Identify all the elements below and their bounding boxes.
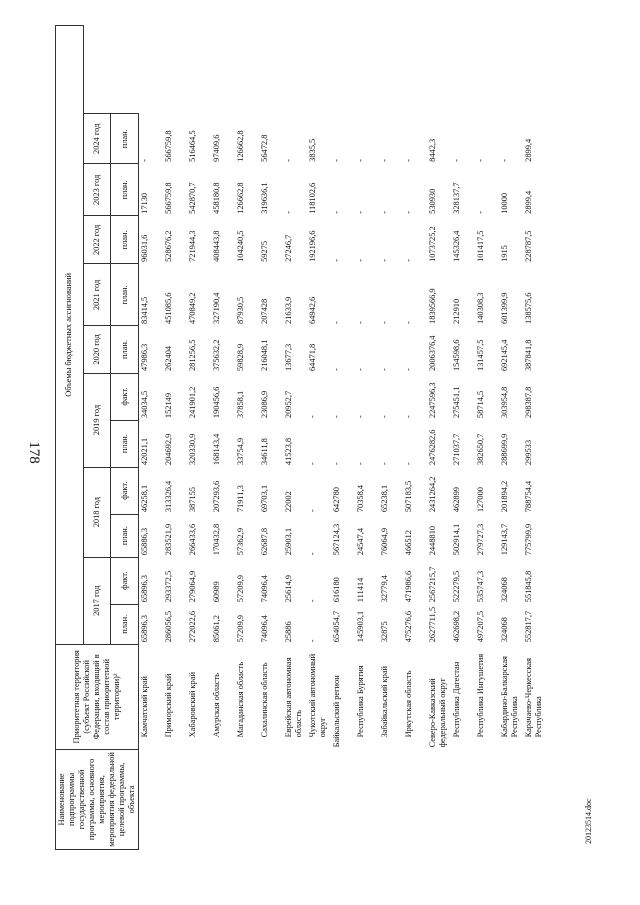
- program-name-cell: [235, 749, 259, 849]
- value-cell: 129143,7: [499, 523, 509, 556]
- value-cell: 281256,5: [187, 339, 197, 372]
- program-name-cell: [523, 749, 547, 849]
- program-name-cell: [331, 749, 355, 849]
- header-budget-volumes: Объемы бюджетных ассигнований: [56, 26, 84, 645]
- header-year-2018: 2018 год: [83, 467, 111, 557]
- value-cell: 104240,5: [235, 230, 245, 262]
- value-cell: 298387,8: [523, 386, 533, 419]
- value-cell: 59275: [259, 240, 269, 262]
- table-row: [259, 26, 283, 850]
- value-cell: 118102,6: [307, 182, 317, 214]
- value-cell: 2476282,6: [427, 429, 437, 466]
- value-cell: -: [331, 211, 341, 214]
- value-cell: 83414,5: [140, 296, 149, 324]
- value-cell: 2899,4: [523, 138, 533, 162]
- value-cell: -: [355, 321, 365, 324]
- program-name-cell: [211, 749, 235, 849]
- program-name-cell: [259, 749, 283, 849]
- value-cell: 327190,4: [211, 292, 221, 324]
- program-name-cell: [451, 749, 475, 849]
- value-cell: 497207,5: [475, 610, 485, 643]
- table-row: [139, 26, 163, 850]
- table-row: [187, 26, 211, 850]
- value-cell: 71911,3: [235, 485, 245, 513]
- value-cell: -: [307, 552, 317, 556]
- value-cell: 21633,9: [283, 296, 293, 324]
- value-cell: 20952,7: [283, 390, 293, 419]
- value-cell: 2567215,7: [427, 566, 437, 603]
- value-cell: 319636,1: [259, 182, 269, 214]
- value-cell: 535747,3: [475, 570, 485, 603]
- value-cell: -: [307, 639, 317, 643]
- value-cell: -: [379, 159, 389, 162]
- value-cell: -: [355, 462, 365, 466]
- value-cell: 64942,6: [307, 296, 317, 324]
- value-cell: -: [403, 462, 413, 466]
- value-cell: -: [355, 211, 365, 214]
- value-cell: 303954,8: [499, 386, 509, 419]
- value-cell: 387155: [187, 487, 197, 513]
- value-cell: 293372,5: [163, 570, 173, 603]
- value-cell: 271037,7: [451, 433, 461, 466]
- value-cell: 64471,8: [307, 343, 317, 372]
- value-cell: 552817,7: [523, 610, 533, 643]
- value-cell: -: [475, 211, 485, 214]
- value-cell: 138575,6: [523, 292, 533, 324]
- table-row: [475, 26, 499, 850]
- value-cell: 127000: [475, 487, 485, 513]
- program-name-cell: [499, 749, 523, 849]
- value-cell: 313326,4: [163, 480, 173, 513]
- header-year-2022: 2022 год: [83, 216, 111, 264]
- value-cell: 57362,9: [235, 527, 245, 556]
- value-cell: 212910: [451, 298, 461, 324]
- territory-name: Карачаево-Черкесская Республика: [523, 658, 543, 738]
- value-cell: 566759,8: [163, 130, 173, 162]
- value-cell: 190456,6: [211, 386, 221, 419]
- territory-name: Приморский край: [163, 673, 173, 738]
- value-cell: -: [307, 509, 317, 513]
- header-year-2017: 2017 год: [83, 557, 111, 644]
- page-number: 178: [25, 441, 42, 464]
- value-cell: -: [331, 462, 341, 466]
- territory-name: Сахалинская область: [259, 662, 269, 738]
- value-cell: 542870,7: [187, 182, 197, 214]
- value-cell: 58714,5: [475, 390, 485, 419]
- program-name-cell: [187, 749, 211, 849]
- value-cell: 207293,6: [211, 480, 221, 513]
- value-cell: 567124,3: [331, 523, 341, 556]
- value-cell: 59828,9: [235, 343, 245, 372]
- value-cell: 57209,9: [235, 575, 245, 603]
- value-cell: -: [403, 159, 413, 162]
- value-cell: 616180: [331, 577, 341, 603]
- header-plan: план.: [111, 264, 139, 326]
- value-cell: 566759,8: [163, 182, 173, 214]
- value-cell: -: [499, 159, 509, 162]
- value-cell: 74096,4: [259, 615, 269, 643]
- value-cell: 272022,6: [187, 610, 197, 643]
- value-cell: 462698,2: [451, 610, 461, 643]
- value-cell: 387841,8: [523, 339, 533, 372]
- territory-name: Хабаровский край: [187, 672, 197, 738]
- value-cell: 57209,9: [235, 615, 245, 643]
- value-cell: 32875: [379, 621, 389, 643]
- value-cell: 2627711,5: [427, 606, 437, 643]
- value-cell: 47986,3: [140, 343, 149, 372]
- header-year-2021: 2021 год: [83, 264, 111, 326]
- value-cell: -: [355, 159, 365, 162]
- value-cell: -: [379, 368, 389, 372]
- value-cell: 204692,9: [163, 433, 173, 466]
- value-cell: 10000: [499, 192, 509, 214]
- value-cell: 324068: [499, 577, 509, 603]
- table-row: [427, 26, 451, 850]
- value-cell: 56472,8: [259, 134, 269, 162]
- value-cell: -: [283, 211, 293, 214]
- table-header: [56, 26, 139, 850]
- value-cell: 32779,4: [379, 575, 389, 603]
- territory-name: Амурская область: [211, 673, 221, 738]
- value-cell: 692145,4: [499, 339, 509, 372]
- value-cell: 76064,9: [379, 527, 389, 556]
- value-cell: -: [307, 415, 317, 419]
- program-name-cell: [307, 749, 331, 849]
- value-cell: 279727,3: [475, 523, 485, 556]
- value-cell: 288699,9: [499, 433, 509, 466]
- value-cell: 530930: [427, 188, 437, 214]
- value-cell: 275451,1: [451, 386, 461, 419]
- value-cell: 87930,5: [235, 296, 245, 324]
- value-cell: 65896,3: [140, 575, 149, 603]
- value-cell: 201894,2: [499, 480, 509, 513]
- value-cell: 168143,4: [211, 433, 221, 466]
- value-cell: 41523,8: [283, 437, 293, 466]
- value-cell: 140308,3: [475, 292, 485, 324]
- value-cell: 34611,8: [259, 438, 269, 466]
- value-cell: 2899,4: [523, 190, 533, 214]
- territory-name: Кабардино-Балкарская Республика: [499, 656, 519, 738]
- budget-table: [55, 25, 547, 850]
- value-cell: -: [331, 159, 341, 162]
- value-cell: 3835,5: [307, 138, 317, 162]
- value-cell: 375632,2: [211, 339, 221, 372]
- table-row: [499, 26, 523, 850]
- value-cell: -: [331, 368, 341, 372]
- value-cell: 241901,2: [187, 386, 197, 419]
- territory-name: Республика Ингушетия: [475, 653, 485, 738]
- value-cell: 462899: [451, 487, 461, 513]
- territory-name: Северо-Кавказский федеральный округ: [427, 677, 447, 748]
- value-cell: -: [379, 415, 389, 419]
- rotated-table-container: [55, 25, 595, 850]
- value-cell: 65238,1: [379, 484, 389, 513]
- value-cell: 145903,1: [355, 610, 365, 643]
- value-cell: 62687,8: [259, 527, 269, 556]
- program-name-cell: [283, 749, 307, 849]
- program-name-cell: [475, 749, 499, 849]
- territory-name: Магаданская область: [235, 661, 245, 738]
- value-cell: 283521,9: [163, 523, 173, 556]
- header-plan: план.: [111, 420, 139, 467]
- value-cell: 601399,9: [499, 292, 509, 324]
- value-cell: -: [140, 159, 149, 162]
- value-cell: 654054,7: [331, 610, 341, 643]
- header-plan: план.: [111, 164, 139, 216]
- value-cell: 2247596,3: [427, 382, 437, 419]
- table-row: [379, 26, 403, 850]
- value-cell: 516464,5: [187, 130, 197, 162]
- header-program-name: Наименование подпрограммы государственной программы, основного мероприятия, мероприятия федеральной целевой программы, объекта: [56, 749, 139, 849]
- table-row: [331, 26, 355, 850]
- value-cell: -: [307, 462, 317, 466]
- value-cell: 1839566,9: [427, 288, 437, 324]
- value-cell: 131457,5: [475, 339, 485, 372]
- value-cell: -: [403, 368, 413, 372]
- value-cell: -: [403, 415, 413, 419]
- territory-name: Чукотский автономный округ: [307, 653, 327, 738]
- value-cell: 23086,9: [259, 390, 269, 419]
- value-cell: 788754,4: [523, 480, 533, 513]
- program-name-cell: [379, 749, 403, 849]
- header-plan: план.: [111, 216, 139, 264]
- value-cell: 37858,1: [235, 390, 245, 419]
- value-cell: 25614,9: [283, 575, 293, 603]
- value-cell: 2448810: [427, 525, 437, 556]
- value-cell: 126662,8: [235, 182, 245, 214]
- program-name-cell: [139, 749, 163, 849]
- table-row: [403, 26, 427, 850]
- value-cell: 216048,1: [259, 339, 269, 372]
- value-cell: -: [283, 159, 293, 162]
- value-cell: 2431264,2: [427, 476, 437, 513]
- value-cell: 642780: [331, 487, 341, 513]
- value-cell: 466512: [403, 530, 413, 556]
- value-cell: 528676,2: [163, 230, 173, 262]
- value-cell: -: [403, 211, 413, 214]
- territory-name: Иркутская область: [403, 670, 413, 738]
- table-row: [523, 26, 547, 850]
- territory-name: Республика Бурятия: [355, 665, 365, 738]
- value-cell: 96031,6: [140, 234, 149, 262]
- value-cell: -: [379, 211, 389, 214]
- value-cell: 13677,3: [283, 343, 293, 372]
- value-cell: 85061,2: [211, 615, 221, 643]
- value-cell: 152149: [163, 392, 173, 419]
- value-cell: 328137,7: [451, 182, 461, 214]
- value-cell: 24547,4: [355, 527, 365, 556]
- value-cell: 2006376,4: [427, 335, 437, 372]
- value-cell: 382650,7: [475, 433, 485, 466]
- value-cell: 551845,8: [523, 570, 533, 603]
- value-cell: 299533: [523, 439, 533, 466]
- value-cell: -: [403, 321, 413, 324]
- value-cell: 60989: [211, 581, 221, 603]
- value-cell: -: [379, 321, 389, 324]
- value-cell: 207428: [259, 298, 269, 324]
- value-cell: 1915: [499, 245, 509, 262]
- territory-name: Камчатский край: [140, 676, 149, 738]
- value-cell: 475276,6: [403, 610, 413, 643]
- value-cell: 111414: [355, 577, 365, 603]
- header-plan: план.: [111, 604, 139, 644]
- table-row: [355, 26, 379, 850]
- header-plan: план.: [111, 114, 139, 164]
- value-cell: 17130: [140, 192, 149, 214]
- value-cell: 451085,6: [163, 292, 173, 324]
- value-cell: 33754,9: [235, 437, 245, 466]
- table-row: [283, 26, 307, 850]
- territory-name: Еврейская автономная область: [283, 657, 303, 738]
- value-cell: -: [379, 462, 389, 466]
- value-cell: 154598,6: [451, 339, 461, 372]
- value-cell: 279064,9: [187, 570, 197, 603]
- value-cell: -: [355, 259, 365, 262]
- value-cell: 228787,5: [523, 230, 533, 262]
- header-fact: факт.: [111, 373, 139, 420]
- header-territory: Приоритетная территория (субъект Российской Федерации, входящий в состав приоритетной территории)²: [56, 644, 139, 749]
- value-cell: 320330,9: [187, 433, 197, 466]
- value-cell: 471986,6: [403, 570, 413, 603]
- table-body: [139, 26, 547, 850]
- value-cell: 470849,2: [187, 292, 197, 324]
- value-cell: 34034,5: [140, 390, 149, 419]
- value-cell: 101417,5: [475, 230, 485, 262]
- header-year-2019: 2019 год: [83, 373, 111, 467]
- value-cell: 42021,1: [140, 437, 149, 466]
- value-cell: 145326,4: [451, 230, 461, 262]
- value-cell: 126662,8: [235, 130, 245, 162]
- value-cell: 22002: [283, 491, 293, 513]
- value-cell: 286056,5: [163, 610, 173, 643]
- value-cell: 324068: [499, 617, 509, 643]
- value-cell: -: [355, 368, 365, 372]
- value-cell: 65896,3: [140, 615, 149, 643]
- territory-name: Забайкальский край: [379, 665, 389, 738]
- value-cell: -: [379, 259, 389, 262]
- table-row: [451, 26, 475, 850]
- value-cell: -: [331, 321, 341, 324]
- table-row: [235, 26, 259, 850]
- value-cell: 721944,3: [187, 230, 197, 262]
- value-cell: -: [475, 159, 485, 162]
- program-name-cell: [403, 749, 427, 849]
- value-cell: -: [451, 159, 461, 162]
- territory-name: Байкальский регион: [331, 675, 341, 748]
- value-cell: -: [331, 259, 341, 262]
- value-cell: -: [307, 599, 317, 603]
- header-year-2023: 2023 год: [83, 164, 111, 216]
- value-cell: 74096,4: [259, 575, 269, 603]
- value-cell: 775799,9: [523, 523, 533, 556]
- table-row: [211, 26, 235, 850]
- value-cell: 97409,6: [211, 134, 221, 162]
- value-cell: 408443,8: [211, 230, 221, 262]
- value-cell: 262404: [163, 345, 173, 372]
- header-fact: факт.: [111, 557, 139, 604]
- header-year-2020: 2020 год: [83, 326, 111, 373]
- value-cell: 266433,6: [187, 523, 197, 556]
- program-name-cell: [163, 749, 187, 849]
- table-row: [163, 26, 187, 850]
- value-cell: 458180,8: [211, 182, 221, 214]
- header-plan: план.: [111, 514, 139, 557]
- value-cell: 8442,3: [427, 138, 437, 162]
- value-cell: 69703,1: [259, 484, 269, 513]
- value-cell: -: [355, 415, 365, 419]
- value-cell: 502914,1: [451, 523, 461, 556]
- value-cell: 25886: [283, 621, 293, 643]
- value-cell: 65886,3: [140, 527, 149, 556]
- program-name-cell: [427, 749, 451, 849]
- value-cell: 170432,8: [211, 523, 221, 556]
- header-year-2024: 2024 год: [83, 114, 111, 164]
- value-cell: 46258,1: [140, 484, 149, 513]
- table-row: [307, 26, 331, 850]
- value-cell: 70358,4: [355, 484, 365, 513]
- header-plan: план.: [111, 326, 139, 373]
- footer-filename: 20123514.doc: [584, 798, 593, 844]
- value-cell: 522279,5: [451, 570, 461, 603]
- territory-name: Республика Дагестан: [451, 661, 461, 738]
- value-cell: 27246,7: [283, 234, 293, 262]
- header-fact: факт.: [111, 467, 139, 514]
- program-name-cell: [355, 749, 379, 849]
- value-cell: -: [331, 415, 341, 419]
- value-cell: -: [403, 259, 413, 262]
- value-cell: 1073725,2: [427, 226, 437, 262]
- value-cell: 192196,6: [307, 230, 317, 262]
- value-cell: 507183,5: [403, 480, 413, 513]
- value-cell: 25903,1: [283, 527, 293, 556]
